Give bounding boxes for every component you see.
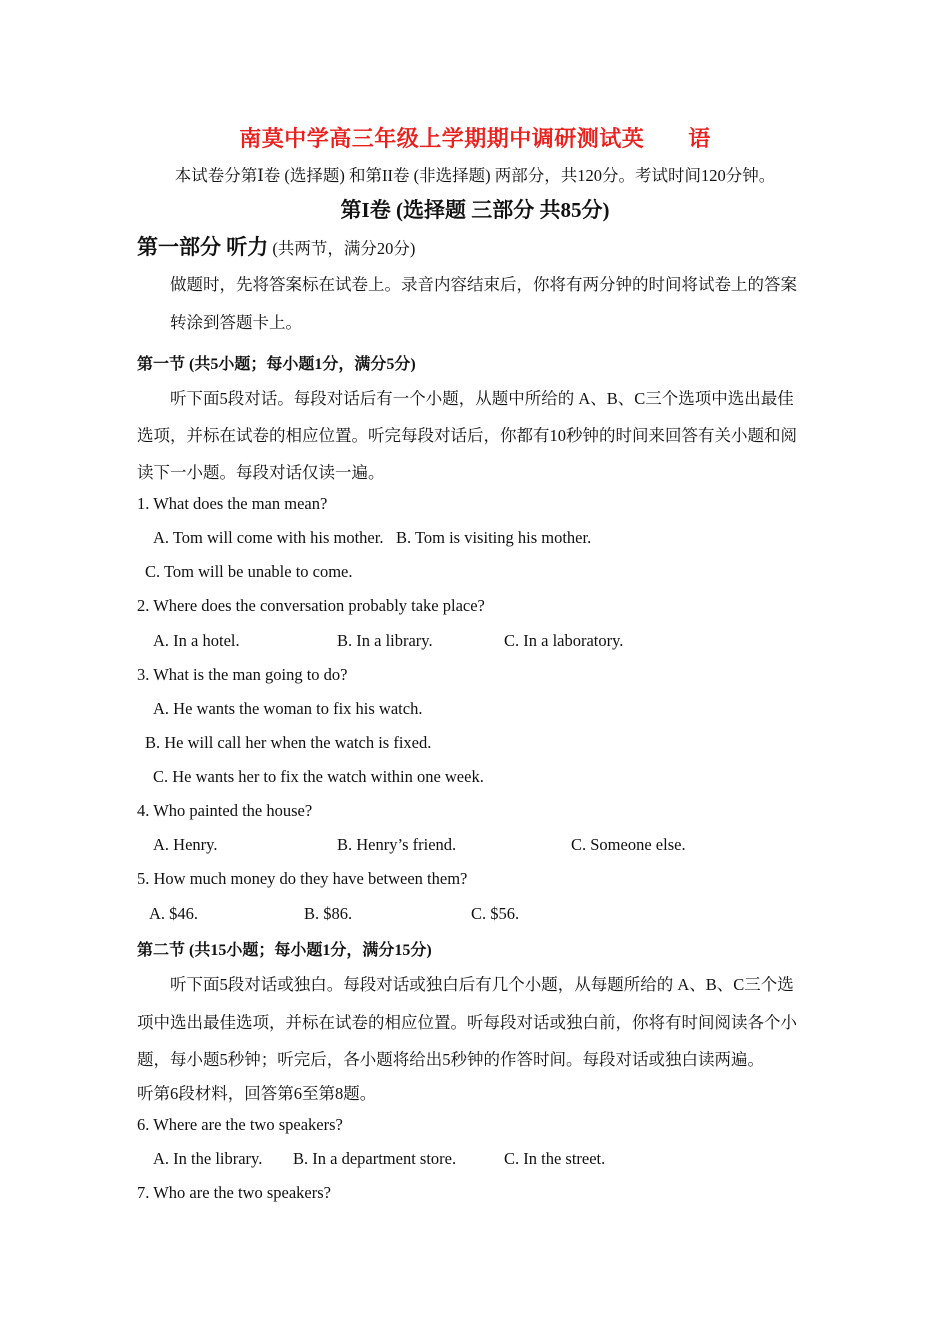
question-1-option-b: B. Tom is visiting his mother. <box>396 528 592 547</box>
question-3-option-a: A. He wants the woman to fix his watch. <box>153 699 423 718</box>
section1-instruction-3: 读下一小题。每段对话仅读一遍。 <box>137 463 385 482</box>
section1-instruction-2: 选项，并标在试卷的相应位置。听完每段对话后，你都有10秒钟的时间来回答有关小题和阅 <box>137 426 797 445</box>
question-4-option-b: B. Henry’s friend. <box>337 835 457 854</box>
section1-instruction-1: 听下面5段对话。每段对话后有一个小题，从题中所给的 A、B、C三个选项中选出最佳 <box>170 389 794 408</box>
exam-title <box>0 122 950 153</box>
part1-title: 第一部分 听力 <box>137 235 269 259</box>
part1-instruction-1: 做题时，先将答案标在试卷上。录音内容结束后，你将有两分钟的时间将试卷上的答案 <box>170 275 797 294</box>
part1-heading <box>137 231 415 261</box>
question-4-stem: 4. Who painted the house? <box>137 801 313 820</box>
question-6-option-c: C. In the street. <box>504 1149 606 1168</box>
exam-title-main: 南莫中学高三年级上学期期中调研测试英 <box>239 126 645 151</box>
question-4-option-a: A. Henry. <box>153 835 218 854</box>
section2-title: 第二节 (共15小题；每小题1分，满分15分) <box>137 942 432 959</box>
question-7-stem: 7. Who are the two speakers? <box>137 1183 331 1202</box>
question-5-stem: 5. How much money do they have between them? <box>137 869 468 888</box>
question-2-option-c: C. In a laboratory. <box>504 631 624 650</box>
section2-instruction-2: 项中选出最佳选项，并标在试卷的相应位置。听每段对话或独白前，你将有时间阅读各个小 <box>137 1013 797 1032</box>
section2-instruction-3: 题，每小题5秒钟；听完后，各小题将给出5秒钟的作答时间。每段对话或独白读两遍。 <box>137 1050 764 1069</box>
question-5-option-a: A. $46. <box>149 904 199 923</box>
question-2-option-b: B. In a library. <box>337 631 433 650</box>
section2-instruction-1: 听下面5段对话或独白。每段对话或独白后有几个小题，从每题所给的 A、B、C三个选 <box>170 975 794 994</box>
question-3-stem: 3. What is the man going to do? <box>137 665 348 684</box>
question-6-stem: 6. Where are the two speakers? <box>137 1115 343 1134</box>
part1-instruction-2: 转涂到答题卡上。 <box>170 313 302 332</box>
material-6-note: 听第6段材料，回答第6至第8题。 <box>137 1084 377 1103</box>
question-2-stem: 2. Where does the conversation probably take place? <box>137 596 485 615</box>
exam-intro: 本试卷分第Ⅰ卷 (选择题) 和第II卷 (非选择题) 两部分，共120分。考试时间120分钟。 <box>174 166 776 185</box>
question-3-option-b: B. He will call her when the watch is fixed. <box>145 733 432 752</box>
question-2-option-a: A. In a hotel. <box>153 631 240 650</box>
section1-title: 第一节 (共5小题；每小题1分，满分5分) <box>137 356 416 373</box>
question-1-option-c: C. Tom will be unable to come. <box>145 562 353 581</box>
question-1-option-a: A. Tom will come with his mother. <box>153 528 384 547</box>
part1-subtitle: (共两节，满分20分) <box>272 239 416 258</box>
question-6-option-a: A. In the library. <box>153 1149 263 1168</box>
volume1-title: 第I卷 (选择题 三部分 共85分) <box>340 198 610 222</box>
question-5-option-c: C. $56. <box>471 904 520 923</box>
question-4-option-c: C. Someone else. <box>571 835 686 854</box>
question-1-stem: 1. What does the man mean? <box>137 494 328 513</box>
question-6-option-b: B. In a department store. <box>293 1149 457 1168</box>
question-3-option-c: C. He wants her to fix the watch within one week. <box>153 767 484 786</box>
question-5-option-b: B. $86. <box>304 904 353 923</box>
exam-title-end: 语 <box>688 126 711 151</box>
